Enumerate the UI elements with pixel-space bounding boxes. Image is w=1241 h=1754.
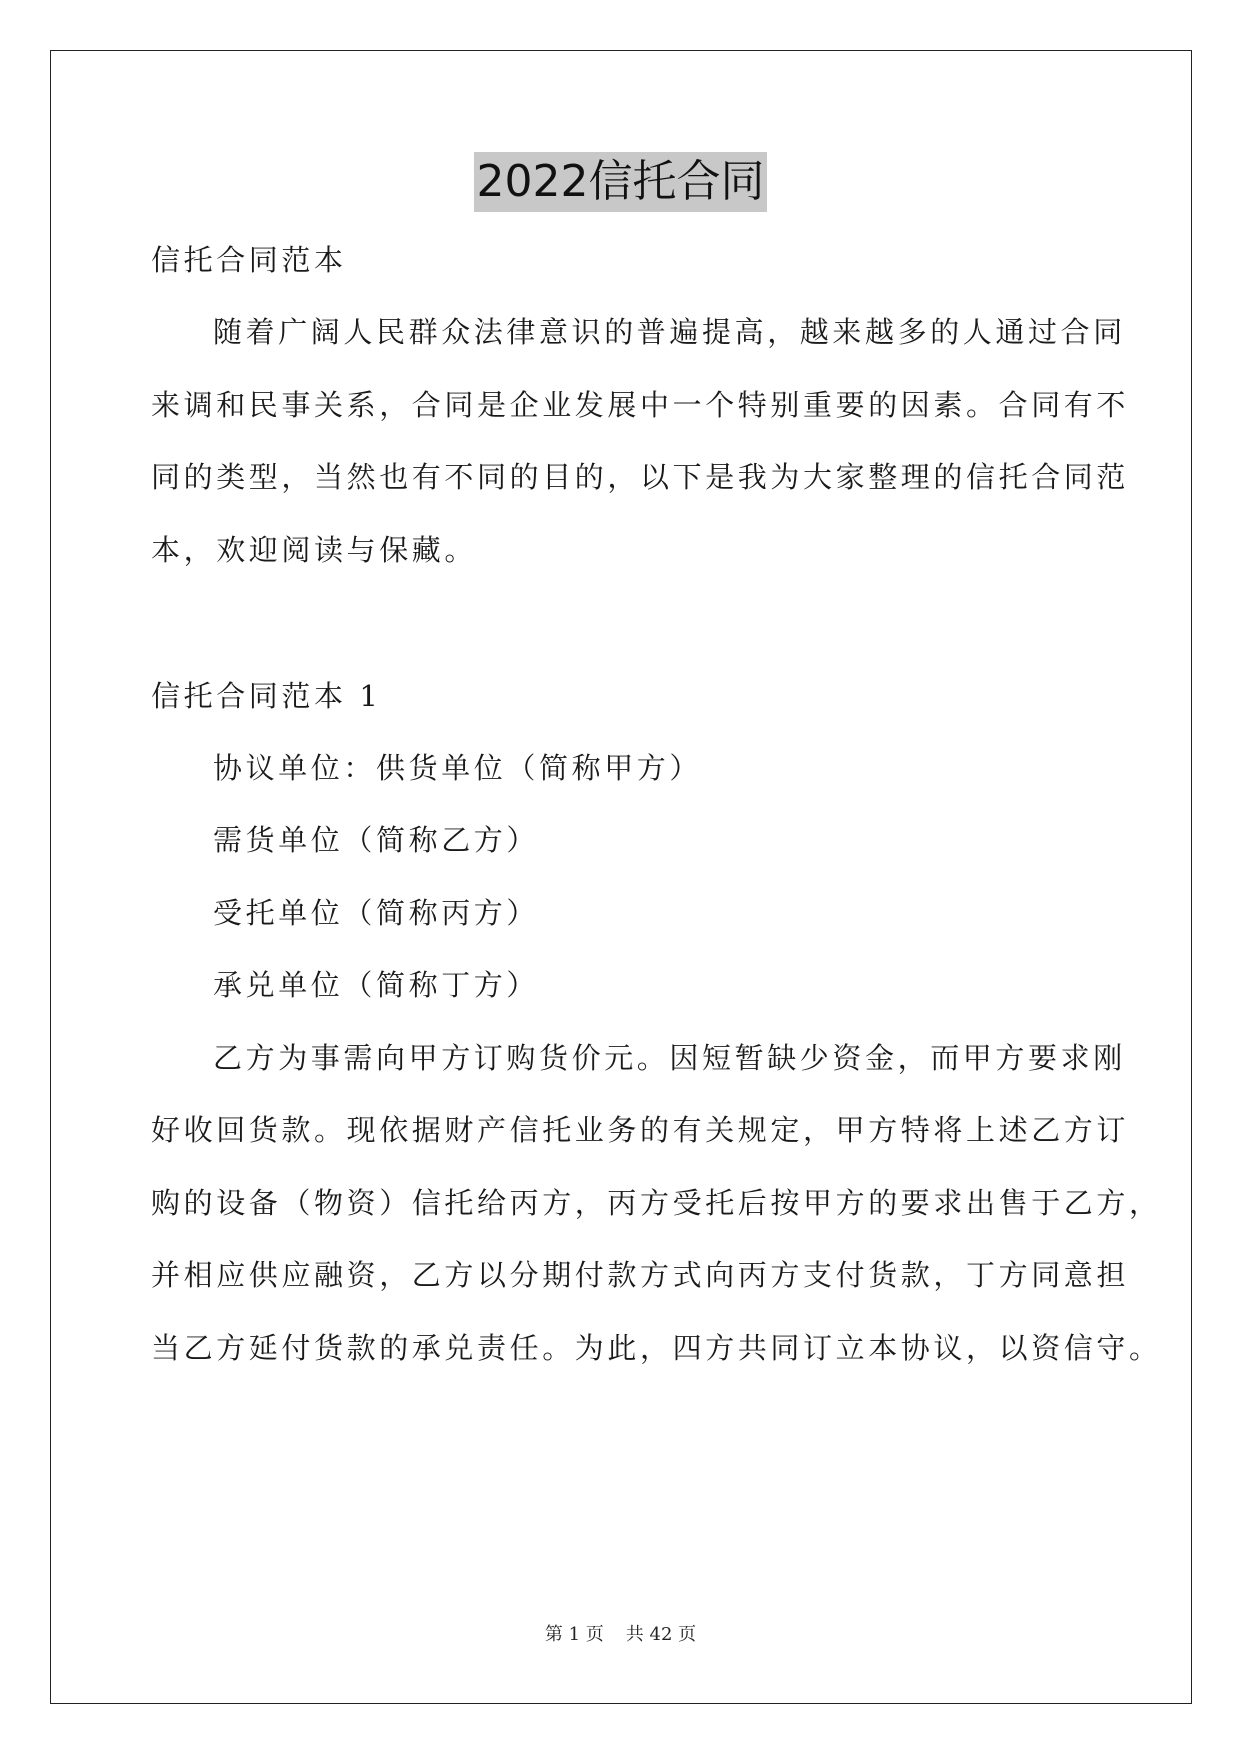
document-subtitle: 信托合同范本: [151, 243, 347, 277]
section-heading: 信托合同范本 1: [151, 679, 382, 713]
intro-line: 随着广阔人民群众法律意识的普遍提高，越来越多的人通过合同: [213, 315, 1126, 349]
page-footer: [0, 1620, 1241, 1646]
party-line: 承兑单位（简称丁方）: [213, 968, 540, 1002]
body-line: 当乙方延付货款的承兑责任。为此，四方共同订立本协议，以资信守。: [151, 1331, 1162, 1365]
body-line: 乙方为事需向甲方订购货价元。因短暂缺少资金，而甲方要求刚: [213, 1041, 1126, 1075]
intro-line: 来调和民事关系，合同是企业发展中一个特别重要的因素。合同有不: [151, 388, 1130, 422]
title-container: [0, 152, 1241, 212]
body-line: 好收回货款。现依据财产信托业务的有关规定，甲方特将上述乙方订: [151, 1113, 1130, 1147]
body-line: 购的设备（物资）信托给丙方，丙方受托后按甲方的要求出售于乙方，: [151, 1186, 1162, 1220]
page-number: 第 1 页: [544, 1624, 604, 1645]
page-border: [50, 50, 1192, 1704]
party-line: 需货单位（简称乙方）: [213, 823, 540, 857]
party-line: 协议单位：供货单位（简称甲方）: [213, 751, 703, 785]
party-line: 受托单位（简称丙方）: [213, 896, 540, 930]
page-total: 共 42 页: [625, 1624, 697, 1645]
intro-line: 同的类型，当然也有不同的目的，以下是我为大家整理的信托合同范: [151, 460, 1130, 494]
document-title: 2022信托合同: [474, 152, 768, 212]
body-line: 并相应供应融资，乙方以分期付款方式向丙方支付货款，丁方同意担: [151, 1258, 1130, 1292]
intro-line: 本，欢迎阅读与保藏。: [151, 533, 478, 567]
